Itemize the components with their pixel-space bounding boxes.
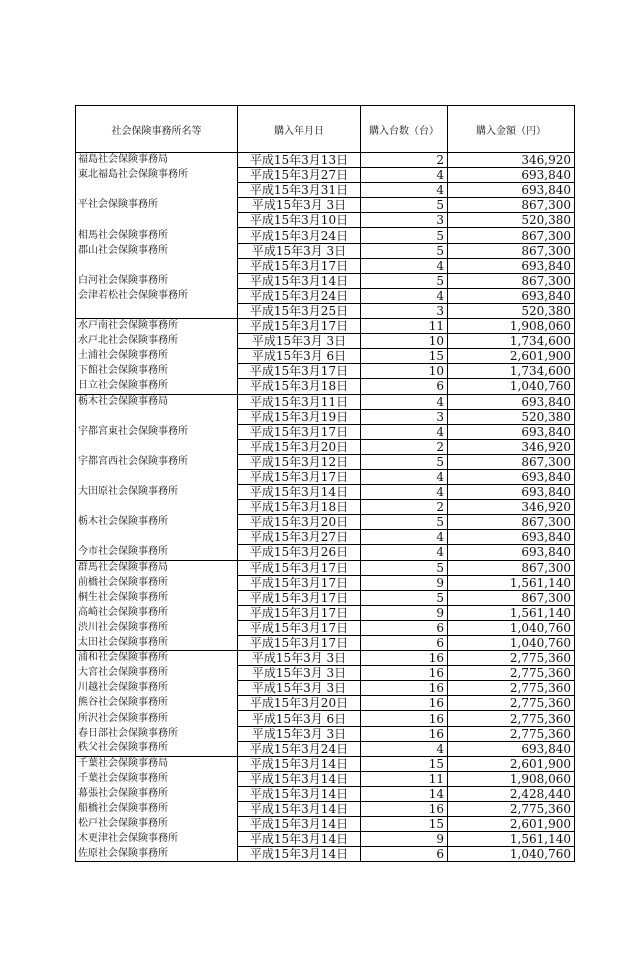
table-row xyxy=(76,817,575,832)
table-row xyxy=(76,545,575,560)
date-cell: 平成15年3月 3日 xyxy=(238,198,361,213)
table-row xyxy=(76,560,575,575)
quantity-cell: 4 xyxy=(361,741,448,756)
office-cell: 秩父社会保険事務所 xyxy=(76,741,238,756)
date-cell: 平成15年3月14日 xyxy=(238,817,361,832)
quantity-cell: 4 xyxy=(361,183,448,198)
header-row xyxy=(76,106,575,153)
table-row xyxy=(76,575,575,590)
table-row xyxy=(76,319,575,334)
date-cell: 平成15年3月 6日 xyxy=(238,711,361,726)
office-cell: 東北福島社会保険事務所 xyxy=(76,168,238,183)
table-row xyxy=(76,168,575,183)
quantity-cell: 9 xyxy=(361,832,448,847)
amount-cell: 2,775,360 xyxy=(448,726,575,741)
amount-cell: 867,300 xyxy=(448,590,575,605)
table-row xyxy=(76,288,575,303)
purchase-table xyxy=(75,105,575,862)
office-cell: 浦和社会保険事務所 xyxy=(76,651,238,666)
amount-cell: 346,920 xyxy=(448,153,575,168)
office-cell: 相馬社会保険事務所 xyxy=(76,228,238,243)
table-row xyxy=(76,454,575,469)
amount-cell: 693,840 xyxy=(448,168,575,183)
office-cell xyxy=(76,439,238,454)
amount-cell: 693,840 xyxy=(448,258,575,273)
amount-cell: 346,920 xyxy=(448,500,575,515)
office-cell: 下館社会保険事務所 xyxy=(76,364,238,379)
table-row xyxy=(76,469,575,484)
table-row xyxy=(76,303,575,318)
table-row xyxy=(76,711,575,726)
date-cell: 平成15年3月14日 xyxy=(238,273,361,288)
table-row xyxy=(76,681,575,696)
amount-cell: 2,775,360 xyxy=(448,711,575,726)
amount-cell: 2,601,900 xyxy=(448,349,575,364)
date-cell: 平成15年3月20日 xyxy=(238,696,361,711)
quantity-cell: 11 xyxy=(361,319,448,334)
quantity-cell: 4 xyxy=(361,545,448,560)
quantity-cell: 15 xyxy=(361,817,448,832)
quantity-cell: 10 xyxy=(361,334,448,349)
office-cell: 会津若松社会保険事務所 xyxy=(76,288,238,303)
amount-cell: 1,908,060 xyxy=(448,771,575,786)
table-row xyxy=(76,243,575,258)
office-cell: 水戸北社会保険事務所 xyxy=(76,334,238,349)
quantity-cell: 16 xyxy=(361,726,448,741)
table-row xyxy=(76,424,575,439)
quantity-cell: 9 xyxy=(361,605,448,620)
office-cell: 所沢社会保険事務所 xyxy=(76,711,238,726)
office-cell: 熊谷社会保険事務所 xyxy=(76,696,238,711)
amount-cell: 867,300 xyxy=(448,228,575,243)
quantity-cell: 5 xyxy=(361,454,448,469)
date-cell: 平成15年3月 3日 xyxy=(238,334,361,349)
quantity-cell: 5 xyxy=(361,515,448,530)
quantity-cell: 9 xyxy=(361,575,448,590)
date-cell: 平成15年3月19日 xyxy=(238,409,361,424)
date-cell: 平成15年3月24日 xyxy=(238,741,361,756)
quantity-cell: 4 xyxy=(361,424,448,439)
quantity-cell: 11 xyxy=(361,771,448,786)
date-cell: 平成15年3月17日 xyxy=(238,364,361,379)
table-row xyxy=(76,500,575,515)
office-cell xyxy=(76,530,238,545)
date-cell: 平成15年3月17日 xyxy=(238,575,361,590)
amount-cell: 520,380 xyxy=(448,409,575,424)
amount-cell: 693,840 xyxy=(448,183,575,198)
quantity-cell: 2 xyxy=(361,153,448,168)
quantity-cell: 16 xyxy=(361,802,448,817)
amount-cell: 520,380 xyxy=(448,213,575,228)
date-cell: 平成15年3月17日 xyxy=(238,590,361,605)
date-cell: 平成15年3月14日 xyxy=(238,832,361,847)
quantity-cell: 10 xyxy=(361,364,448,379)
table-row xyxy=(76,771,575,786)
office-cell: 千葉社会保険事務局 xyxy=(76,756,238,771)
office-cell: 船橋社会保険事務所 xyxy=(76,802,238,817)
office-cell: 日立社会保険事務所 xyxy=(76,379,238,394)
table-row xyxy=(76,726,575,741)
amount-cell: 693,840 xyxy=(448,545,575,560)
table-row xyxy=(76,153,575,168)
office-cell: 前橋社会保険事務所 xyxy=(76,575,238,590)
date-cell: 平成15年3月14日 xyxy=(238,802,361,817)
table-row xyxy=(76,409,575,424)
table-row xyxy=(76,756,575,771)
office-cell: 桐生社会保険事務所 xyxy=(76,590,238,605)
amount-cell: 867,300 xyxy=(448,454,575,469)
table-row xyxy=(76,847,575,862)
table-row xyxy=(76,394,575,409)
amount-cell: 1,908,060 xyxy=(448,319,575,334)
amount-cell: 520,380 xyxy=(448,303,575,318)
amount-cell: 2,601,900 xyxy=(448,817,575,832)
quantity-cell: 6 xyxy=(361,636,448,651)
header-amount: 購入金額（円） xyxy=(448,106,575,153)
quantity-cell: 6 xyxy=(361,379,448,394)
office-cell: 平社会保険事務所 xyxy=(76,198,238,213)
quantity-cell: 2 xyxy=(361,439,448,454)
table-row xyxy=(76,334,575,349)
office-cell: 千葉社会保険事務所 xyxy=(76,771,238,786)
quantity-cell: 2 xyxy=(361,500,448,515)
date-cell: 平成15年3月17日 xyxy=(238,424,361,439)
amount-cell: 693,840 xyxy=(448,469,575,484)
date-cell: 平成15年3月 3日 xyxy=(238,726,361,741)
office-cell: 土浦社会保険事務所 xyxy=(76,349,238,364)
date-cell: 平成15年3月17日 xyxy=(238,605,361,620)
quantity-cell: 3 xyxy=(361,409,448,424)
header-date: 購入年月日 xyxy=(238,106,361,153)
amount-cell: 693,840 xyxy=(448,485,575,500)
date-cell: 平成15年3月18日 xyxy=(238,379,361,394)
quantity-cell: 4 xyxy=(361,168,448,183)
quantity-cell: 16 xyxy=(361,681,448,696)
date-cell: 平成15年3月12日 xyxy=(238,454,361,469)
date-cell: 平成15年3月14日 xyxy=(238,786,361,801)
amount-cell: 1,561,140 xyxy=(448,575,575,590)
office-cell: 佐原社会保険事務所 xyxy=(76,847,238,862)
amount-cell: 2,428,440 xyxy=(448,786,575,801)
table-row xyxy=(76,213,575,228)
office-cell: 川越社会保険事務所 xyxy=(76,681,238,696)
table-row xyxy=(76,832,575,847)
quantity-cell: 5 xyxy=(361,198,448,213)
amount-cell: 2,601,900 xyxy=(448,756,575,771)
table-row xyxy=(76,590,575,605)
date-cell: 平成15年3月17日 xyxy=(238,636,361,651)
amount-cell: 867,300 xyxy=(448,198,575,213)
table-row xyxy=(76,605,575,620)
date-cell: 平成15年3月14日 xyxy=(238,756,361,771)
quantity-cell: 4 xyxy=(361,485,448,500)
date-cell: 平成15年3月20日 xyxy=(238,515,361,530)
table-row xyxy=(76,515,575,530)
quantity-cell: 16 xyxy=(361,711,448,726)
header-office: 社会保険事務所名等 xyxy=(76,106,238,153)
quantity-cell: 16 xyxy=(361,696,448,711)
office-cell xyxy=(76,183,238,198)
quantity-cell: 5 xyxy=(361,273,448,288)
quantity-cell: 6 xyxy=(361,847,448,862)
date-cell: 平成15年3月20日 xyxy=(238,439,361,454)
quantity-cell: 4 xyxy=(361,288,448,303)
amount-cell: 693,840 xyxy=(448,530,575,545)
amount-cell: 1,561,140 xyxy=(448,832,575,847)
date-cell: 平成15年3月17日 xyxy=(238,319,361,334)
office-cell: 春日部社会保険事務所 xyxy=(76,726,238,741)
date-cell: 平成15年3月13日 xyxy=(238,153,361,168)
office-cell: 郡山社会保険事務所 xyxy=(76,243,238,258)
office-cell: 渋川社会保険事務所 xyxy=(76,620,238,635)
amount-cell: 2,775,360 xyxy=(448,651,575,666)
amount-cell: 2,775,360 xyxy=(448,802,575,817)
office-cell: 高崎社会保険事務所 xyxy=(76,605,238,620)
amount-cell: 2,775,360 xyxy=(448,696,575,711)
amount-cell: 867,300 xyxy=(448,273,575,288)
amount-cell: 1,561,140 xyxy=(448,605,575,620)
office-cell: 幕張社会保険事務所 xyxy=(76,786,238,801)
amount-cell: 1,734,600 xyxy=(448,364,575,379)
table-row xyxy=(76,439,575,454)
quantity-cell: 5 xyxy=(361,243,448,258)
office-cell: 松戸社会保険事務所 xyxy=(76,817,238,832)
table-row xyxy=(76,786,575,801)
amount-cell: 1,040,760 xyxy=(448,379,575,394)
table-row xyxy=(76,620,575,635)
date-cell: 平成15年3月24日 xyxy=(238,288,361,303)
amount-cell: 867,300 xyxy=(448,515,575,530)
quantity-cell: 14 xyxy=(361,786,448,801)
table-row xyxy=(76,183,575,198)
table-row xyxy=(76,198,575,213)
table-row xyxy=(76,379,575,394)
table-row xyxy=(76,636,575,651)
office-cell: 木更津社会保険事務所 xyxy=(76,832,238,847)
date-cell: 平成15年3月24日 xyxy=(238,228,361,243)
quantity-cell: 4 xyxy=(361,530,448,545)
office-cell: 大田原社会保険事務所 xyxy=(76,485,238,500)
table-row xyxy=(76,530,575,545)
amount-cell: 693,840 xyxy=(448,741,575,756)
header-quantity: 購入台数（台） xyxy=(361,106,448,153)
quantity-cell: 4 xyxy=(361,258,448,273)
date-cell: 平成15年3月14日 xyxy=(238,771,361,786)
amount-cell: 867,300 xyxy=(448,243,575,258)
table-row xyxy=(76,349,575,364)
office-cell: 栃木社会保険事務所 xyxy=(76,515,238,530)
office-cell xyxy=(76,303,238,318)
quantity-cell: 3 xyxy=(361,303,448,318)
date-cell: 平成15年3月27日 xyxy=(238,530,361,545)
date-cell: 平成15年3月17日 xyxy=(238,469,361,484)
date-cell: 平成15年3月14日 xyxy=(238,485,361,500)
quantity-cell: 5 xyxy=(361,590,448,605)
office-cell: 宇都宮西社会保険事務所 xyxy=(76,454,238,469)
quantity-cell: 15 xyxy=(361,349,448,364)
date-cell: 平成15年3月14日 xyxy=(238,847,361,862)
office-cell xyxy=(76,213,238,228)
date-cell: 平成15年3月31日 xyxy=(238,183,361,198)
quantity-cell: 4 xyxy=(361,469,448,484)
office-cell: 福島社会保険事務局 xyxy=(76,153,238,168)
table-row xyxy=(76,364,575,379)
quantity-cell: 4 xyxy=(361,394,448,409)
office-cell: 大宮社会保険事務所 xyxy=(76,666,238,681)
amount-cell: 2,775,360 xyxy=(448,681,575,696)
table-row xyxy=(76,228,575,243)
office-cell: 白河社会保険事務所 xyxy=(76,273,238,288)
office-cell: 今市社会保険事務所 xyxy=(76,545,238,560)
office-cell: 栃木社会保険事務局 xyxy=(76,394,238,409)
table-row xyxy=(76,696,575,711)
date-cell: 平成15年3月17日 xyxy=(238,560,361,575)
date-cell: 平成15年3月26日 xyxy=(238,545,361,560)
office-cell xyxy=(76,258,238,273)
date-cell: 平成15年3月 3日 xyxy=(238,243,361,258)
quantity-cell: 16 xyxy=(361,651,448,666)
date-cell: 平成15年3月17日 xyxy=(238,620,361,635)
office-cell: 群馬社会保険事務局 xyxy=(76,560,238,575)
date-cell: 平成15年3月18日 xyxy=(238,500,361,515)
table-row xyxy=(76,273,575,288)
date-cell: 平成15年3月 6日 xyxy=(238,349,361,364)
date-cell: 平成15年3月25日 xyxy=(238,303,361,318)
date-cell: 平成15年3月11日 xyxy=(238,394,361,409)
quantity-cell: 16 xyxy=(361,666,448,681)
quantity-cell: 5 xyxy=(361,228,448,243)
table-row xyxy=(76,485,575,500)
amount-cell: 1,040,760 xyxy=(448,620,575,635)
amount-cell: 1,040,760 xyxy=(448,847,575,862)
table-row xyxy=(76,666,575,681)
amount-cell: 693,840 xyxy=(448,424,575,439)
amount-cell: 693,840 xyxy=(448,394,575,409)
table-body xyxy=(76,153,575,862)
table-row xyxy=(76,741,575,756)
quantity-cell: 6 xyxy=(361,620,448,635)
amount-cell: 867,300 xyxy=(448,560,575,575)
quantity-cell: 3 xyxy=(361,213,448,228)
office-cell: 宇都宮東社会保険事務所 xyxy=(76,424,238,439)
amount-cell: 2,775,360 xyxy=(448,666,575,681)
amount-cell: 1,040,760 xyxy=(448,636,575,651)
office-cell xyxy=(76,500,238,515)
office-cell: 水戸南社会保険事務所 xyxy=(76,319,238,334)
table-header xyxy=(76,106,575,153)
office-cell xyxy=(76,469,238,484)
table-row xyxy=(76,802,575,817)
date-cell: 平成15年3月 3日 xyxy=(238,666,361,681)
date-cell: 平成15年3月10日 xyxy=(238,213,361,228)
date-cell: 平成15年3月17日 xyxy=(238,258,361,273)
table-row xyxy=(76,258,575,273)
office-cell xyxy=(76,409,238,424)
quantity-cell: 5 xyxy=(361,560,448,575)
date-cell: 平成15年3月 3日 xyxy=(238,681,361,696)
quantity-cell: 15 xyxy=(361,756,448,771)
table-row xyxy=(76,651,575,666)
amount-cell: 346,920 xyxy=(448,439,575,454)
amount-cell: 693,840 xyxy=(448,288,575,303)
amount-cell: 1,734,600 xyxy=(448,334,575,349)
date-cell: 平成15年3月27日 xyxy=(238,168,361,183)
date-cell: 平成15年3月 3日 xyxy=(238,651,361,666)
office-cell: 太田社会保険事務所 xyxy=(76,636,238,651)
